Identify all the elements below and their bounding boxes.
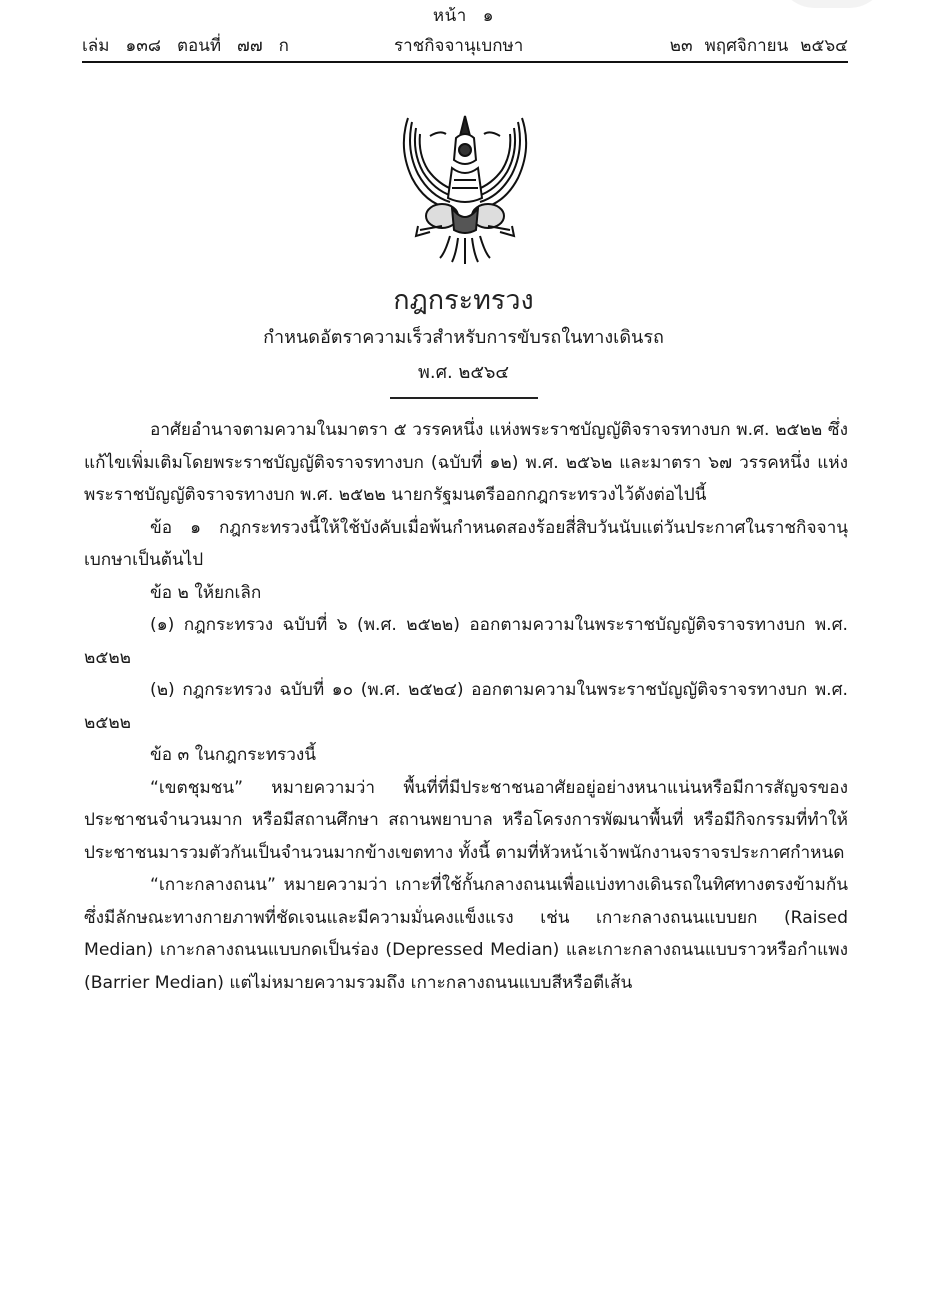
gazette-name: ราชกิจจานุเบกษา	[394, 35, 524, 56]
date-month: พฤศจิกายน	[704, 35, 789, 56]
volume-info	[82, 32, 305, 59]
garuda-emblem-icon	[390, 108, 540, 268]
volume-label: เล่ม	[82, 35, 110, 56]
page-number	[0, 2, 927, 29]
document-year: พ.ศ. ๒๕๖๔	[418, 362, 509, 383]
header-divider	[82, 61, 848, 63]
title-divider	[390, 397, 538, 399]
section-label: ตอนที่	[176, 35, 222, 56]
definition-community-zone: “เขตชุมชน” หมายความว่า พื้นที่ที่มีประชาชนอาศัยอยู่อย่างหนาแน่นหรือมีการสัญจรของประชาชนจำนวนมาก หรือมีสถานศึกษา สถานพยาบาล หรือโครงการพัฒนาพื้นที่ หรือมีกิจกรรมที่ทำให้ประชาชนมารวมตัวกันเป็นจำนวนมากข้างเขตทาง ทั้งนี้ ตามที่หัวหน้าเจ้าพนักงานจราจรประกาศกำหนด	[84, 777, 848, 863]
document-title: กฎกระทรวง	[393, 285, 534, 316]
clause-2-item-2: (๒) กฎกระทรวง ฉบับที่ ๑๐ (พ.ศ. ๒๕๒๔) ออกตามความในพระราชบัญญัติจราจรทางบก พ.ศ. ๒๕๒๒	[84, 680, 848, 733]
volume-number: ๑๓๘	[125, 35, 161, 56]
document-subtitle: กำหนดอัตราความเร็วสำหรับการขับรถในทางเดินรถ	[263, 327, 664, 348]
gazette-header	[82, 32, 848, 58]
clause-2: ข้อ ๒ ให้ยกเลิก	[150, 582, 262, 603]
definition-median: “เกาะกลางถนน” หมายความว่า เกาะที่ใช้กั้นกลางถนนเพื่อแบ่งทางเดินรถในทิศทางตรงข้ามกันซึ่งมีลักษณะทางกายภาพที่ชัดเจนและมีความมั่นคงแข็งแรง เช่น เกาะกลางถนนแบบยก (Raised Median) เกาะกลางถนนแบบกดเป็นร่อง (Depressed Median) และเกาะกลางถนนแบบราวหรือกำแพง (Barrier Median) แต่ไม่หมายความรวมถึง เกาะกลางถนนแบบสีหรือตีเส้น	[84, 875, 848, 993]
publication-date	[658, 32, 848, 59]
document-body	[84, 414, 848, 999]
page-number-value: ๑	[482, 6, 495, 26]
clause-2-item-1: (๑) กฎกระทรวง ฉบับที่ ๖ (พ.ศ. ๒๕๒๒) ออกตามความในพระราชบัญญัติจราจรทางบก พ.ศ. ๒๕๒๒	[84, 615, 848, 668]
date-year: ๒๕๖๔	[800, 35, 848, 56]
clause-3: ข้อ ๓ ในกฎกระทรวงนี้	[150, 745, 317, 765]
date-day: ๒๓	[669, 35, 693, 56]
section-number: ๗๗	[237, 35, 263, 56]
section-suffix: ก	[278, 35, 289, 56]
page-label: หน้า	[432, 6, 467, 26]
clause-1: ข้อ ๑ กฎกระทรวงนี้ให้ใช้บังคับเมื่อพ้นกำหนดสองร้อยสี่สิบวันนับแต่วันประกาศในราชกิจจานุเบกษาเป็นต้นไป	[84, 517, 848, 570]
preamble-paragraph: อาศัยอำนาจตามความในมาตรา ๕ วรรคหนึ่ง แห่งพระราชบัญญัติจราจรทางบก พ.ศ. ๒๕๒๒ ซึ่งแก้ไขเพิ่มเติมโดยพระราชบัญญัติจราจรทางบก (ฉบับที่ ๑๒) พ.ศ. ๒๕๖๒ และมาตรา ๖๗ วรรคหนึ่ง แห่งพระราชบัญญัติจราจรทางบก พ.ศ. ๒๕๒๒ นายกรัฐมนตรีออกกฎกระทรวงไว้ดังต่อไปนี้	[84, 420, 848, 505]
